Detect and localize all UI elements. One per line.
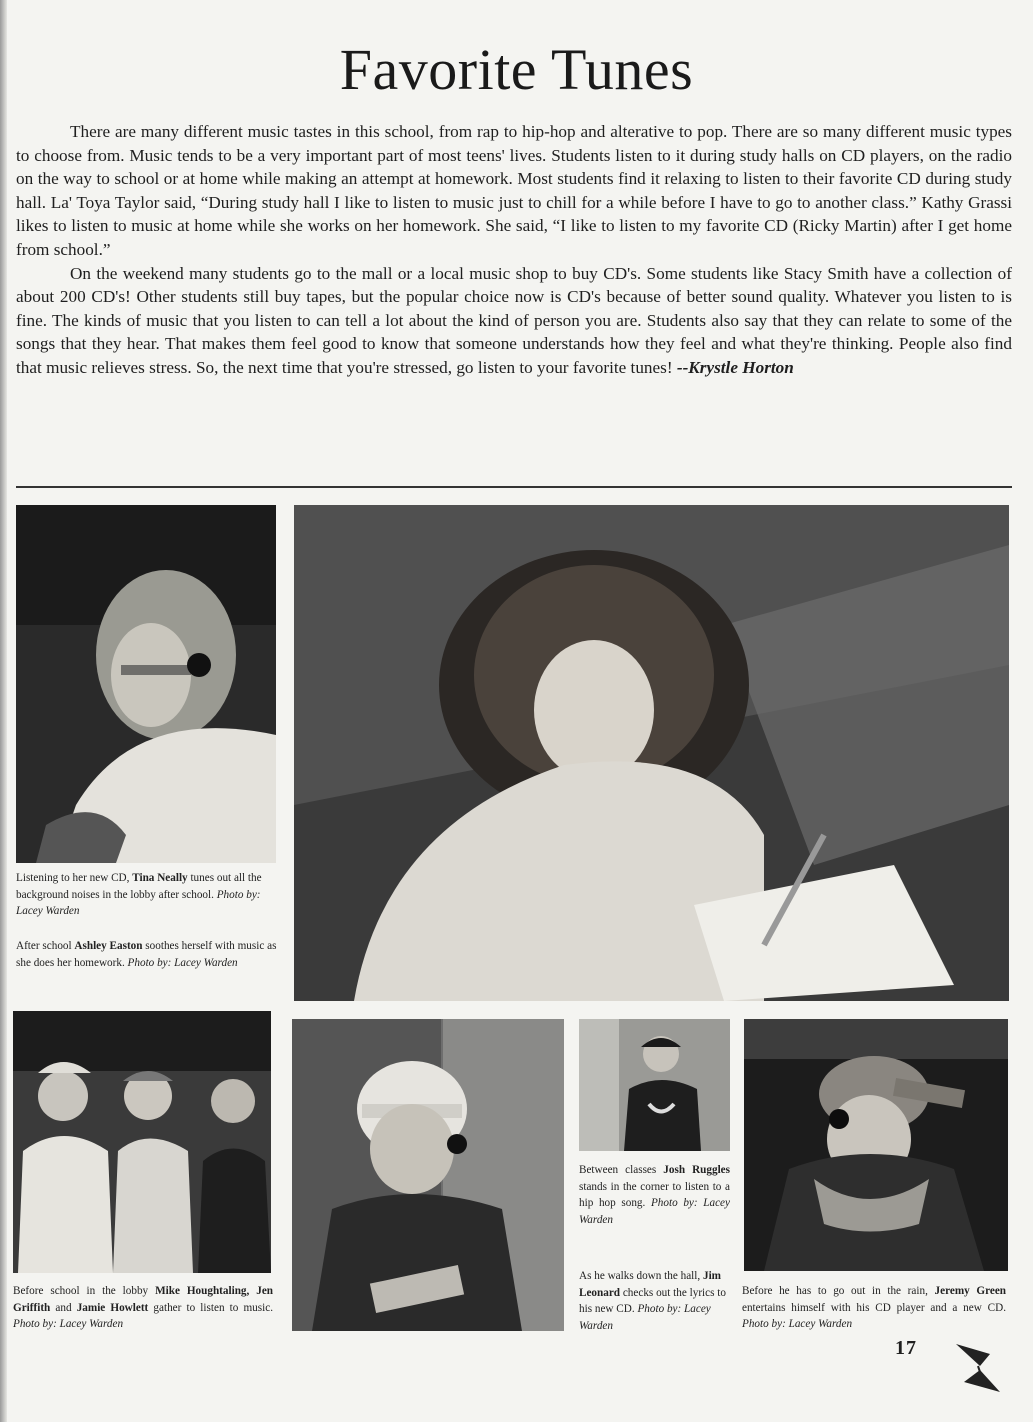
photo-credit: Photo by: Lacey Warden [579, 1303, 711, 1332]
caption-student-name: Jim Leonard [579, 1270, 722, 1299]
caption-group-lobby [13, 1283, 273, 1333]
photo-josh-ruggles-image [579, 1019, 730, 1151]
caption-text: Before school in the lobby [13, 1285, 156, 1297]
caption-student-name: Tina Neally [132, 872, 188, 884]
caption-student-name: Josh Ruggles [663, 1164, 730, 1176]
caption-student-name: Jeremy Green [934, 1285, 1007, 1297]
caption-text: As he walks down the hall, [579, 1270, 703, 1282]
photo-credit: Photo by: Lacey Warden [742, 1318, 853, 1330]
caption-student-names: Mike Houghtaling, Jen Griffith [13, 1285, 274, 1314]
photo-credit: Photo by: Lacey Warden [13, 1318, 124, 1330]
caption-text: Between classes [579, 1164, 664, 1176]
caption-jeremy-green [742, 1283, 1006, 1333]
photo-jim-leonard-image [292, 1019, 564, 1331]
caption-text: After school [16, 940, 75, 952]
article-paragraph-2-text: On the weekend many students go to the mall or a local music shop to buy CD's. Some students like Stacy Smith have a collection of about 200 CD's! Other students still buy tapes, but the popular choice now is CD's because of better sound quality. Whatever you listen to is fine. The kinds of music that you listen to can tell a lot about the kind of person you are. Students also say that they can relate to some of the songs that they hear. That makes them feel good to know that someone understands how they feel and what they're thinking. People also find that music relieves stress. So, the next time that you're stressed, go listen to your favorite tunes! [16, 263, 1012, 377]
caption-ashley-easton [16, 938, 286, 971]
photo-credit: Photo by: Lacey Warden [127, 956, 238, 969]
caption-student-name: Jamie Howlett [76, 1301, 149, 1314]
page-title: Favorite Tunes [339, 37, 694, 102]
caption-tina-neally [16, 870, 278, 920]
binding-gutter [0, 0, 7, 1422]
page-number: 17 [895, 1337, 917, 1359]
caption-text: and [50, 1301, 77, 1314]
caption-text: Listening to her new CD, [16, 872, 133, 884]
caption-text: tunes out all the background noises in the lobby after school. [16, 872, 262, 901]
photo-group-lobby-image [13, 1011, 271, 1273]
caption-student-name: Ashley Easton [74, 940, 143, 952]
caption-text: entertains himself with his CD player and a new CD. [742, 1301, 1006, 1314]
caption-josh-ruggles [579, 1162, 730, 1228]
photo-group-lobby [13, 1011, 271, 1273]
hourglass-icon [950, 1340, 1006, 1398]
photo-jeremy-green [744, 1019, 1008, 1271]
caption-text: stands in the corner to listen to a hip hop song. [579, 1180, 730, 1209]
caption-text: soothes herself with music as she does her homework. [16, 940, 277, 969]
article-paragraph-2 [16, 262, 1012, 380]
photo-jim-leonard [292, 1019, 564, 1331]
photo-credit: Photo by: Lacey Warden [579, 1197, 730, 1226]
section-divider [16, 486, 1012, 488]
article-body [16, 120, 1012, 380]
caption-text: checks out the lyrics to his new CD. [579, 1286, 726, 1315]
caption-text: gather to listen to music. [148, 1301, 273, 1314]
photo-jeremy-green-image [744, 1019, 1008, 1271]
photo-credit: Photo by: Lacey Warden [16, 888, 261, 917]
photo-josh-ruggles [579, 1019, 730, 1151]
photo-tina-neally [16, 505, 276, 863]
photo-tina-neally-image [16, 505, 276, 863]
caption-jim-leonard [579, 1268, 734, 1334]
caption-text: Before he has to go out in the rain, [742, 1285, 935, 1297]
article-paragraph-1: There are many different music tastes in this school, from rap to hip-hop and alterative to pop. There are so many different music types to choose from. Music tends to be a very important part of most teens' lives. Students listen to it during study halls on CD players, on the radio on the way to school or at home while making an attempt at homework. Most students find it relaxing to listen to their favorite CD during study hall. La' Toya Taylor said, “During study hall I like to listen to music just to chill for a while before I have to go to another class.” Kathy Grassi likes to listen to music at home while she works on her homework. She said, “I like to listen to my favorite CD (Ricky Martin) after I get home from school.” [16, 122, 1012, 259]
photo-ashley-easton-image [294, 505, 1009, 1001]
photo-ashley-easton [294, 505, 1009, 1001]
article-byline: --Krystle Horton [676, 357, 794, 377]
